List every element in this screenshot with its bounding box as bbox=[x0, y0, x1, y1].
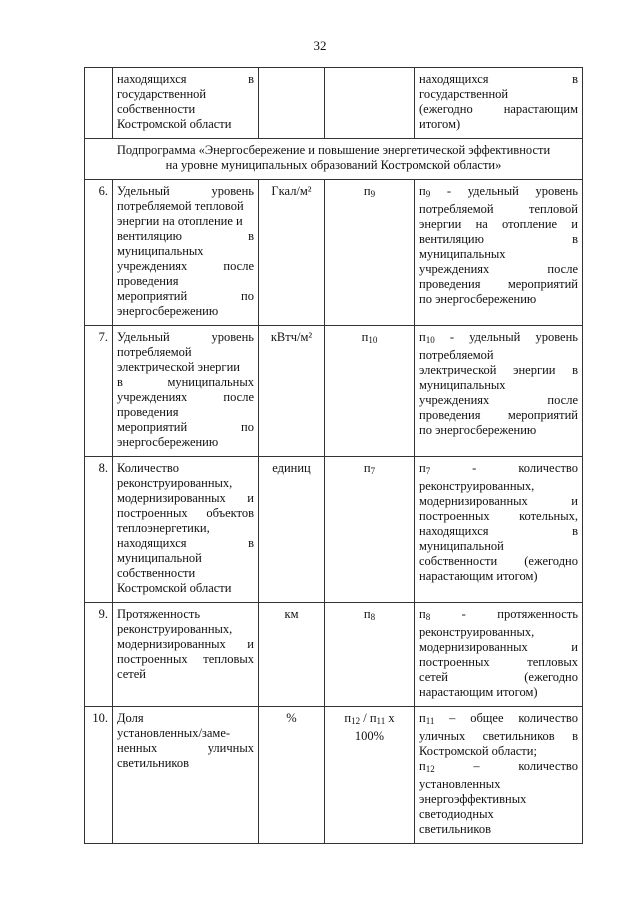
unit-cell bbox=[259, 68, 325, 139]
desc-line: реконструированных, bbox=[419, 479, 535, 493]
desc-subscript: 7 bbox=[425, 466, 431, 476]
desc-line: светодиодных bbox=[419, 807, 494, 821]
name-line: мероприятий по bbox=[117, 420, 254, 434]
row-number: 6. bbox=[85, 180, 113, 326]
formula-subscript: 10 bbox=[368, 335, 378, 345]
unit-cell: % bbox=[259, 707, 325, 844]
name-line: теплоэнергетики, bbox=[117, 521, 210, 535]
desc-line: модернизированных и bbox=[419, 494, 578, 508]
name-line: модернизированных и bbox=[117, 491, 254, 505]
name-line: электрической энергии bbox=[117, 360, 240, 374]
desc-line: государственной bbox=[419, 87, 509, 101]
desc-subscript: 8 bbox=[425, 612, 431, 622]
name-line: Количество bbox=[117, 461, 179, 475]
name-line: ненных уличных bbox=[117, 741, 254, 755]
name-line: энергосбережению bbox=[117, 304, 219, 318]
name-line: муниципальной bbox=[117, 551, 202, 565]
indicator-description bbox=[415, 707, 583, 844]
name-line: реконструированных, bbox=[117, 622, 233, 636]
desc-text: - количество bbox=[430, 461, 578, 475]
desc-text: - удельный уровень bbox=[430, 184, 578, 198]
formula-symbol: п bbox=[361, 330, 369, 344]
name-line: построенных объектов bbox=[117, 506, 254, 520]
name-line: Костромской области bbox=[117, 117, 232, 131]
table-row-continuation bbox=[85, 68, 583, 139]
page-number: 32 bbox=[313, 38, 327, 53]
formula-subscript: 7 bbox=[370, 466, 376, 476]
name-line: реконструированных, bbox=[117, 476, 233, 490]
desc-symbol: п bbox=[419, 711, 426, 725]
name-line: Удельный уровень bbox=[117, 184, 254, 198]
desc-subscript: 10 bbox=[425, 335, 435, 345]
subprogram-header-row bbox=[85, 139, 583, 180]
row-number: 10. bbox=[85, 707, 113, 844]
row-number: 7. bbox=[85, 326, 113, 457]
name-line: светильников bbox=[117, 756, 189, 770]
formula-symbol: п bbox=[344, 711, 352, 725]
indicator-name bbox=[113, 707, 259, 844]
table-row bbox=[85, 180, 583, 326]
unit-cell: км bbox=[259, 603, 325, 707]
desc-line: находящихся в bbox=[419, 72, 578, 86]
desc-line: нарастающим итогом) bbox=[419, 685, 538, 699]
indicator-name bbox=[113, 180, 259, 326]
desc-line: находящихся в bbox=[419, 524, 578, 538]
desc-line: уличных светильников в bbox=[419, 729, 578, 743]
row-number bbox=[85, 68, 113, 139]
name-line: собственности bbox=[117, 102, 196, 116]
row-number: 8. bbox=[85, 457, 113, 603]
desc-line: (ежегодно нарастающим bbox=[419, 102, 578, 116]
name-line: энергии на отопление и bbox=[117, 214, 243, 228]
name-line: энергосбережению bbox=[117, 435, 219, 449]
desc-line: муниципальной bbox=[419, 539, 504, 553]
formula-divider: / п bbox=[360, 711, 377, 725]
name-line: потребляемой bbox=[117, 345, 192, 359]
desc-line: собственности (ежегодно bbox=[419, 554, 578, 568]
name-line: вентиляцию в bbox=[117, 229, 254, 243]
name-line: учреждениях после bbox=[117, 390, 254, 404]
indicator-description bbox=[415, 457, 583, 603]
desc-text: - удельный уровень bbox=[434, 330, 578, 344]
indicator-description bbox=[415, 68, 583, 139]
row-number: 9. bbox=[85, 603, 113, 707]
name-line: потребляемой тепловой bbox=[117, 199, 244, 213]
formula-subscript: 9 bbox=[370, 189, 376, 199]
desc-line: построенных котельных, bbox=[419, 509, 578, 523]
name-line: проведения bbox=[117, 405, 179, 419]
unit-cell: единиц bbox=[259, 457, 325, 603]
desc-line: муниципальных bbox=[419, 247, 506, 261]
desc-text: – общее количество bbox=[434, 711, 578, 725]
desc-subscript: 12 bbox=[425, 764, 435, 774]
formula-subscript: 12 bbox=[351, 716, 361, 726]
desc-line: проведения мероприятий bbox=[419, 277, 578, 291]
subprogram-title-line: Подпрограмма «Энергосбережение и повышение энергетической эффективности bbox=[116, 143, 551, 157]
desc-line: проведения мероприятий bbox=[419, 408, 578, 422]
desc-line: учреждениях после bbox=[419, 262, 578, 276]
desc-line: итогом) bbox=[419, 117, 461, 131]
desc-line: муниципальных bbox=[419, 378, 506, 392]
name-line: находящихся в bbox=[117, 536, 254, 550]
name-line: собственности bbox=[117, 566, 196, 580]
desc-line: построенных тепловых bbox=[419, 655, 578, 669]
formula-cell bbox=[325, 68, 415, 139]
indicators-table bbox=[84, 67, 583, 844]
desc-subscript: 9 bbox=[425, 189, 431, 199]
desc-line: светильников bbox=[419, 822, 491, 836]
desc-line: по энергосбережению bbox=[419, 292, 537, 306]
name-line: модернизированных и bbox=[117, 637, 254, 651]
desc-symbol: п bbox=[419, 759, 426, 773]
formula-cell bbox=[325, 603, 415, 707]
name-line: построенных тепловых bbox=[117, 652, 254, 666]
desc-subscript: 11 bbox=[425, 716, 435, 726]
desc-line bbox=[419, 330, 578, 348]
desc-line: энергоэффективных bbox=[419, 792, 527, 806]
desc-line: потребляемой bbox=[419, 348, 494, 362]
desc-line: электрической энергии в bbox=[419, 363, 578, 377]
name-line: находящихся в bbox=[117, 72, 254, 86]
formula-subscript: 8 bbox=[370, 612, 376, 622]
name-line: Протяженность bbox=[117, 607, 201, 621]
indicator-name bbox=[113, 68, 259, 139]
formula-multiplier: х 100% bbox=[354, 711, 395, 743]
desc-line bbox=[419, 607, 578, 625]
subprogram-title bbox=[85, 139, 583, 180]
name-line: в муниципальных bbox=[117, 375, 254, 389]
formula-symbol: п bbox=[363, 184, 371, 198]
desc-line bbox=[419, 759, 578, 777]
name-line: Доля bbox=[117, 711, 144, 725]
desc-line: Костромской области; bbox=[419, 744, 537, 758]
formula-symbol: п bbox=[363, 461, 371, 475]
indicator-description bbox=[415, 180, 583, 326]
name-line: сетей bbox=[117, 667, 146, 681]
indicator-description bbox=[415, 326, 583, 457]
indicator-name bbox=[113, 326, 259, 457]
desc-text: - протяженность bbox=[430, 607, 578, 621]
table-row bbox=[85, 603, 583, 707]
formula-symbol: п bbox=[363, 607, 371, 621]
name-line: государственной bbox=[117, 87, 207, 101]
desc-line bbox=[419, 184, 578, 202]
name-line: учреждениях после bbox=[117, 259, 254, 273]
desc-symbol: п bbox=[419, 184, 426, 198]
indicator-name bbox=[113, 457, 259, 603]
desc-line: модернизированных и bbox=[419, 640, 578, 654]
indicator-name bbox=[113, 603, 259, 707]
desc-line bbox=[419, 461, 578, 479]
unit-cell: Гкал/м² bbox=[259, 180, 325, 326]
desc-line: учреждениях после bbox=[419, 393, 578, 407]
unit-cell: кВтч/м² bbox=[259, 326, 325, 457]
desc-line: установленных bbox=[419, 777, 501, 791]
formula-cell bbox=[325, 457, 415, 603]
desc-symbol: п bbox=[419, 330, 426, 344]
subprogram-title-line: на уровне муниципальных образований Костромской области» bbox=[165, 158, 502, 172]
desc-line: по энергосбережению bbox=[419, 423, 537, 437]
name-line: проведения bbox=[117, 274, 179, 288]
desc-symbol: п bbox=[419, 607, 426, 621]
desc-line: потребляемой тепловой bbox=[419, 202, 578, 216]
formula-subscript: 11 bbox=[376, 716, 386, 726]
desc-line: вентиляцию в bbox=[419, 232, 578, 246]
table-row bbox=[85, 326, 583, 457]
indicator-description bbox=[415, 603, 583, 707]
formula-cell bbox=[325, 180, 415, 326]
desc-line: нарастающим итогом) bbox=[419, 569, 538, 583]
name-line: муниципальных bbox=[117, 244, 204, 258]
desc-line bbox=[419, 711, 578, 729]
table-row bbox=[85, 457, 583, 603]
table-row bbox=[85, 707, 583, 844]
name-line: Костромской области bbox=[117, 581, 232, 595]
formula-cell bbox=[325, 326, 415, 457]
desc-symbol: п bbox=[419, 461, 426, 475]
formula-cell bbox=[325, 707, 415, 844]
name-line: Удельный уровень bbox=[117, 330, 254, 344]
name-line: установленных/заме- bbox=[117, 726, 231, 740]
desc-line: реконструированных, bbox=[419, 625, 535, 639]
desc-line: сетей (ежегодно bbox=[419, 670, 578, 684]
desc-text: – количество bbox=[434, 759, 578, 773]
name-line: мероприятий по bbox=[117, 289, 254, 303]
desc-line: энергии на отопление и bbox=[419, 217, 578, 231]
